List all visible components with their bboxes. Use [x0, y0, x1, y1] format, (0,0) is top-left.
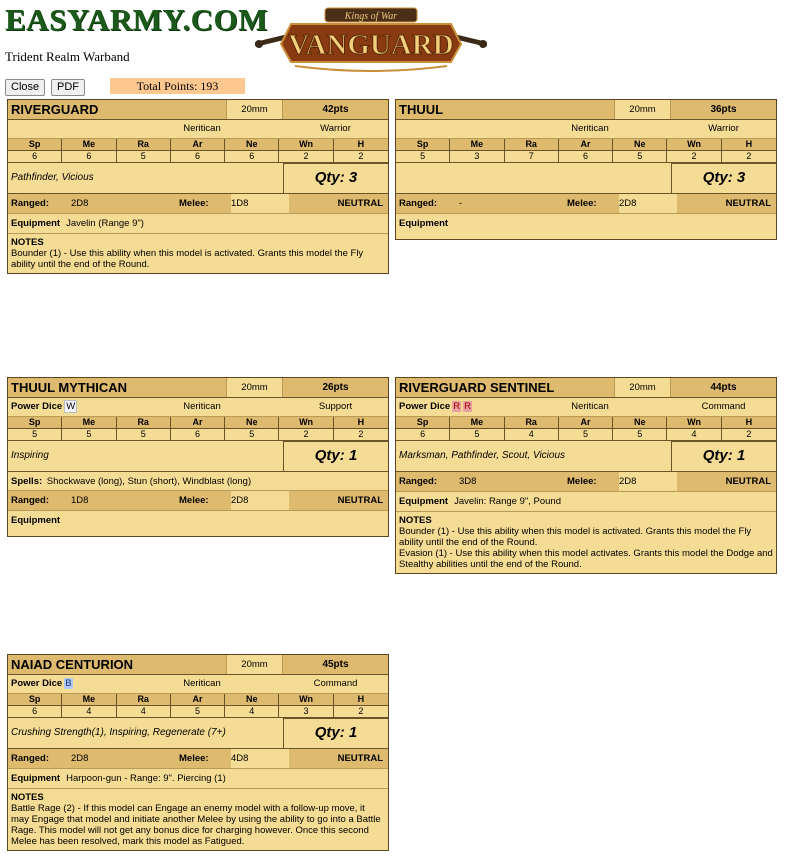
stat-header: Ar [171, 694, 225, 706]
melee-value: 2D8 [231, 495, 249, 506]
spells-label: Spells: [11, 476, 43, 487]
unit-abilities: Inspiring [11, 450, 49, 461]
spells-row [8, 472, 388, 491]
attack-row [8, 749, 388, 769]
stat-value: 6 [171, 151, 225, 162]
stat-table [8, 139, 388, 163]
unit-card [7, 654, 389, 851]
stat-value: 5 [171, 706, 225, 717]
stat-value: 5 [117, 429, 171, 440]
unit-abilities [396, 163, 671, 193]
melee-label: Melee: [564, 472, 619, 491]
unit-points: 45pts [322, 659, 349, 670]
stat-value: 3 [279, 706, 333, 717]
stat-table [8, 694, 388, 718]
stat-header: Ne [225, 417, 279, 429]
unit-quantity: Qty: 1 [283, 718, 388, 748]
equipment-label: Equipment [399, 496, 449, 507]
unit-info [8, 398, 388, 417]
attack-row [8, 194, 388, 214]
stat-value: 6 [225, 151, 279, 162]
power-dice [8, 120, 121, 138]
vanguard-logo [255, 4, 487, 74]
ranged-label: Ranged: [396, 194, 459, 213]
stat-header: Me [62, 417, 116, 429]
stat-value: 5 [62, 429, 116, 440]
svg-text:VANGUARD: VANGUARD [288, 29, 454, 61]
stat-value: 2 [746, 151, 752, 161]
stat-value: 5 [559, 429, 613, 440]
unit-header [8, 378, 388, 398]
unit-info [396, 398, 776, 417]
unit-name: RIVERGUARD SENTINEL [399, 380, 555, 395]
abilities-row [8, 718, 388, 749]
stat-table [396, 139, 776, 163]
stat-value: 5 [225, 429, 279, 440]
unit-race: Neritican [183, 123, 221, 134]
unit-points: 44pts [710, 382, 737, 393]
power-dice [8, 398, 121, 416]
ranged-label: Ranged: [8, 194, 71, 213]
unit-role: Warrior [708, 123, 739, 134]
unit-role: Support [318, 401, 353, 412]
stat-header: H [334, 417, 388, 429]
unit-points: 42pts [322, 104, 349, 115]
unit-alignment: NEUTRAL [289, 491, 388, 510]
notes-title: NOTES [11, 792, 44, 803]
stat-value: 5 [613, 429, 667, 440]
unit-alignment: NEUTRAL [677, 472, 776, 491]
notes-row [396, 512, 776, 573]
stat-header: Sp [8, 694, 62, 706]
stat-header: Ar [559, 139, 613, 151]
stat-value: 6 [171, 429, 225, 440]
ranged-value: 2D8 [71, 749, 176, 768]
unit-quantity: Qty: 3 [671, 163, 776, 193]
power-die: R [464, 401, 471, 412]
unit-quantity: Qty: 3 [283, 163, 388, 193]
unit-header [396, 100, 776, 120]
note-text: Bounder (1) - Use this ability when this model is activated. Grants this model the Fly ability until the end of the Round. [11, 248, 364, 270]
ranged-label: Ranged: [396, 472, 459, 491]
power-dice [396, 398, 509, 416]
power-dice-label: Power Dice [11, 401, 63, 412]
melee-label: Melee: [176, 491, 231, 510]
stat-header: H [334, 139, 388, 151]
melee-value: 4D8 [231, 753, 249, 764]
stat-value: 5 [613, 151, 667, 162]
attack-row [8, 491, 388, 511]
stat-header: Ar [171, 417, 225, 429]
ranged-value: 3D8 [459, 472, 564, 491]
easyarmy-logo[interactable]: EASYARMY.COM [5, 2, 268, 37]
equipment-row [8, 511, 388, 536]
unit-base-size: 20mm [614, 100, 671, 119]
stat-header: Ar [559, 417, 613, 429]
stat-header: Ra [117, 139, 171, 151]
stat-table [396, 417, 776, 441]
stat-value: 7 [505, 151, 559, 162]
stat-header: Ne [225, 694, 279, 706]
stat-header: Wn [279, 417, 333, 429]
equipment-value: Harpoon-gun - Range: 9". Piercing (1) [66, 773, 226, 784]
unit-alignment: NEUTRAL [289, 194, 388, 213]
unit-header [8, 100, 388, 120]
unit-alignment: NEUTRAL [289, 749, 388, 768]
stat-header: Me [450, 139, 504, 151]
unit-card [7, 99, 389, 274]
ranged-label: Ranged: [8, 491, 71, 510]
stat-value: 4 [225, 706, 279, 717]
unit-info [396, 120, 776, 139]
abilities-row [396, 441, 776, 472]
stat-value: 2 [358, 429, 364, 439]
stat-value: 4 [667, 429, 721, 440]
stat-value: 4 [62, 706, 116, 717]
melee-label: Melee: [564, 194, 619, 213]
stat-value: 2 [746, 429, 752, 439]
unit-points: 26pts [322, 382, 349, 393]
unit-quantity: Qty: 1 [283, 441, 388, 471]
unit-race: Neritican [183, 401, 221, 412]
stat-header: Ra [117, 417, 171, 429]
stat-header: Me [62, 139, 116, 151]
stat-header: Me [450, 417, 504, 429]
power-die: R [453, 401, 461, 412]
ranged-label: Ranged: [8, 749, 71, 768]
stat-value: 5 [8, 429, 62, 440]
unit-abilities: Marksman, Pathfinder, Scout, Vicious [399, 450, 566, 461]
stat-value: 6 [396, 429, 450, 440]
unit-race: Neritican [571, 123, 609, 134]
stat-header: Ra [505, 139, 559, 151]
unit-name: THUUL MYTHICAN [11, 380, 128, 395]
unit-name: THUUL [399, 102, 444, 117]
stat-value: 6 [8, 151, 62, 162]
abilities-row [8, 163, 388, 194]
unit-name: RIVERGUARD [11, 102, 99, 117]
power-dice-label: Power Dice [399, 401, 451, 412]
stat-header: Sp [8, 417, 62, 429]
stat-value: 2 [667, 151, 721, 162]
abilities-row [396, 163, 776, 194]
equipment-row [8, 769, 388, 789]
stat-header: Wn [667, 139, 721, 151]
power-dice-label: Power Dice [11, 678, 63, 689]
attack-row [396, 194, 776, 214]
ranged-value: - [459, 194, 564, 213]
unit-base-size: 20mm [226, 378, 283, 397]
equipment-label: Equipment [11, 773, 61, 784]
stat-value: 6 [62, 151, 116, 162]
notes-row [8, 234, 388, 273]
stat-header: H [722, 139, 776, 151]
stat-value: 6 [559, 151, 613, 162]
unit-quantity: Qty: 1 [671, 441, 776, 471]
unit-info [8, 120, 388, 139]
stat-header: Ne [613, 417, 667, 429]
unit-header [396, 378, 776, 398]
stat-header: Sp [396, 139, 450, 151]
unit-race: Neritican [571, 401, 609, 412]
note-text: Evasion (1) - Use this ability when this model activates. Grants this model the Dodge and Stealthy abilities until the end of the Round. [399, 548, 773, 570]
stat-value: 4 [117, 706, 171, 717]
stat-value: 6 [8, 706, 62, 717]
equipment-value: Javelin (Range 9") [66, 218, 144, 229]
unit-card [7, 377, 389, 537]
melee-value: 2D8 [619, 476, 637, 487]
stat-value: 5 [117, 151, 171, 162]
power-die: W [66, 401, 76, 412]
pdf-button[interactable]: PDF [51, 79, 85, 96]
stat-header: Wn [279, 139, 333, 151]
ranged-value: 2D8 [71, 194, 176, 213]
unit-abilities: Crushing Strength(1), Inspiring, Regenerate (7+) [11, 727, 226, 738]
melee-label: Melee: [176, 194, 231, 213]
unit-role: Warrior [320, 123, 351, 134]
power-dice [396, 120, 509, 138]
stat-value: 2 [279, 429, 333, 440]
equipment-label: Equipment [11, 218, 61, 229]
unit-race: Neritican [183, 678, 221, 689]
total-points: Total Points: 193 [110, 78, 245, 94]
unit-abilities: Pathfinder, Vicious [11, 172, 94, 183]
stat-header: H [334, 694, 388, 706]
stat-table [8, 417, 388, 441]
equipment-label: Equipment [399, 218, 449, 229]
unit-header [8, 655, 388, 675]
notes-title: NOTES [399, 515, 432, 526]
melee-value: 2D8 [619, 198, 637, 209]
stat-header: Ra [117, 694, 171, 706]
attack-row [396, 472, 776, 492]
equipment-value: Javelin: Range 9", Pound [454, 496, 561, 507]
equipment-row [396, 492, 776, 512]
warband-name: Trident Realm Warband [5, 49, 130, 64]
power-die: B [65, 678, 72, 689]
note-text: Bounder (1) - Use this ability when this model is activated. Grants this model the Fly ability until the end of the Round. [399, 526, 752, 548]
stat-header: Ne [225, 139, 279, 151]
stat-header: Sp [396, 417, 450, 429]
stat-header: Me [62, 694, 116, 706]
stat-value: 2 [358, 151, 364, 161]
unit-name: NAIAD CENTURION [11, 657, 134, 672]
unit-base-size: 20mm [614, 378, 671, 397]
equipment-row [396, 214, 776, 239]
abilities-row [8, 441, 388, 472]
stat-value: 2 [279, 151, 333, 162]
notes-title: NOTES [11, 237, 44, 248]
stat-header: Ra [505, 417, 559, 429]
stat-header: Ne [613, 139, 667, 151]
unit-base-size: 20mm [226, 655, 283, 674]
unit-card [395, 377, 777, 574]
stat-header: Ar [171, 139, 225, 151]
spells-value: Shockwave (long), Stun (short), Windblast (long) [46, 476, 252, 487]
svg-text:Kings of War: Kings of War [344, 11, 398, 22]
unit-info [8, 675, 388, 694]
melee-label: Melee: [176, 749, 231, 768]
power-dice [8, 675, 121, 693]
equipment-row [8, 214, 388, 234]
ranged-value: 1D8 [71, 491, 176, 510]
note-text: Battle Rage (2) - If this model can Engage an enemy model with a follow-up move, it may Engage that model and initiate another Melee by using the ability to go into a Battle Rage. This model will not get any bonus dice for charging however. Once this second Melee has been resolved, mark this model as Fatigued. [11, 803, 381, 847]
stat-header: Wn [279, 694, 333, 706]
unit-alignment: NEUTRAL [677, 194, 776, 213]
stat-value: 5 [450, 429, 504, 440]
unit-role: Command [313, 678, 358, 689]
unit-card [395, 99, 777, 240]
close-button[interactable]: Close [5, 79, 45, 96]
stat-value: 5 [396, 151, 450, 162]
stat-value: 4 [505, 429, 559, 440]
stat-header: Wn [667, 417, 721, 429]
unit-points: 36pts [710, 104, 737, 115]
unit-role: Command [701, 401, 746, 412]
stat-value: 2 [358, 706, 364, 716]
notes-row [8, 789, 388, 850]
unit-base-size: 20mm [226, 100, 283, 119]
equipment-label: Equipment [11, 515, 61, 526]
stat-value: 3 [450, 151, 504, 162]
stat-header: H [722, 417, 776, 429]
melee-value: 1D8 [231, 198, 249, 209]
stat-header: Sp [8, 139, 62, 151]
